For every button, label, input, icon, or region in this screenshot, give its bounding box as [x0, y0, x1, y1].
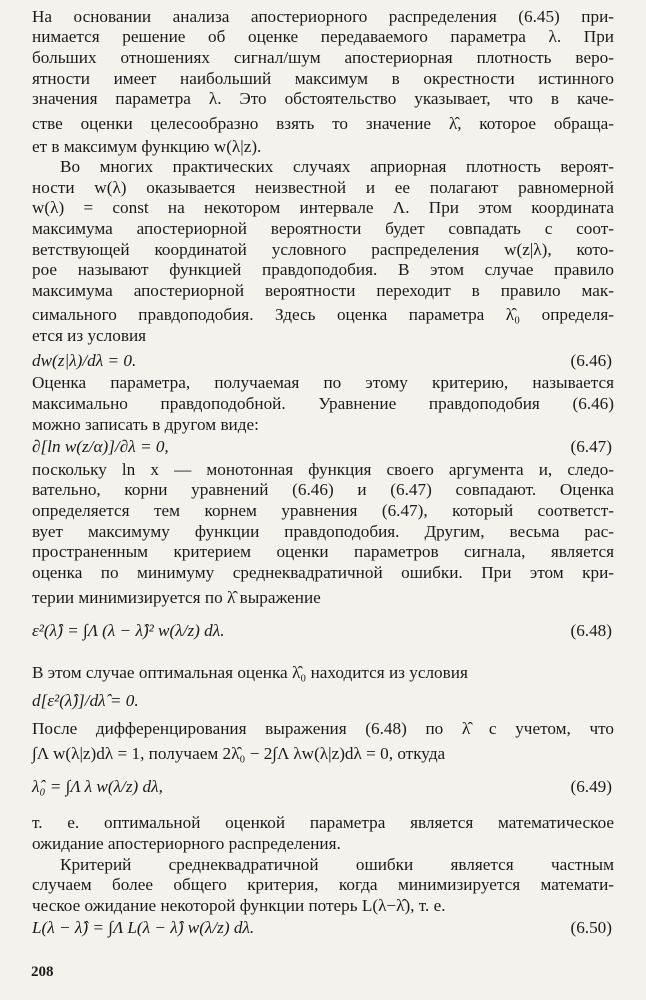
- equation-6-47: [32, 436, 614, 458]
- text-line: максимально правдоподобной. Уравнение правдоподобия (6.46): [32, 394, 614, 413]
- equation-number: (6.46): [570, 351, 612, 370]
- equation-body: ∂[ln w(z/α)]/∂λ = 0,: [32, 437, 169, 456]
- equation-body: λ̂₀ = ∫Λ λ w(λ/z) dλ,: [32, 777, 163, 796]
- text-line: w(λ) = const на некотором интервале Λ. При этом координата: [32, 198, 614, 217]
- text-line: больших отношениях сигнал/шум апостериорная плотность веро-: [32, 48, 614, 67]
- text-line: терии минимизируется по λ̂ выражение: [32, 588, 321, 607]
- text-line: оценка по минимуму среднеквадратичной ошибки. При этом кри-: [32, 563, 614, 582]
- text-line: ности w(λ) оказывается неизвестной и ее полагают равномерной: [32, 178, 614, 197]
- text-line: максимума апостериорной вероятности переходит в правило мак-: [32, 281, 614, 300]
- text-line: стве оценки целесообразно взять то значение λ̂, которое обраща-: [32, 114, 614, 133]
- text-line: вует максимуму функции правдоподобия. Другим, весьма рас-: [32, 522, 614, 541]
- text-line: Во многих практических случаях априорная плотность вероят-: [60, 157, 614, 176]
- text-line: случаем более общего критерия, когда минимизируется математи-: [32, 875, 614, 894]
- text-line: ет в максимум функцию w(λ|z).: [32, 137, 262, 156]
- text-line: нимается решение об оценке передаваемого параметра λ. При: [32, 27, 614, 46]
- text-line: ∫Λ w(λ|z)dλ = 1, получаем 2λ̂₀ − 2∫Λ λw(λ|z)dλ = 0, откуда: [32, 744, 446, 763]
- equation-6-48: [32, 620, 614, 642]
- text-line: ятности имеет наибольший максимум в окрестности истинного: [32, 69, 614, 88]
- text-line: ожидание апостериорного распределения.: [32, 834, 341, 853]
- text-line: Оценка параметра, получаемая по этому критерию, называется: [32, 373, 614, 392]
- equation-condition: d[ε²(λ̂)]/dλ̂ = 0.: [32, 691, 139, 710]
- page-number: 208: [31, 964, 54, 980]
- equation-body: dw(z|λ)/dλ = 0.: [32, 351, 137, 370]
- text-line: определяется тем корнем уравнения (6.47), который соответст-: [32, 501, 614, 520]
- text-line: ется из условия: [32, 326, 147, 345]
- text-line: поскольку ln x — монотонная функция своего аргумента и, следо-: [32, 460, 614, 479]
- equation-6-46: [32, 350, 614, 372]
- equation-body: L(λ − λ̂) = ∫Λ L(λ − λ̂) w(λ/z) dλ.: [32, 918, 255, 937]
- text-line: После дифференцирования выражения (6.48) по λ̂ с учетом, что: [32, 719, 614, 738]
- text-line: ветствующей координатой условного распределения w(z|λ), кото-: [32, 240, 614, 259]
- text-line: т. е. оптимальной оценкой параметра является математическое: [32, 813, 614, 832]
- text-line: В этом случае оптимальная оценка λ̂₀ находится из условия: [32, 663, 468, 682]
- equation-number: (6.48): [570, 621, 612, 640]
- equation-6-49: [32, 776, 614, 798]
- text-line: вательно, корни уравнений (6.46) и (6.47) совпадают. Оценка: [32, 480, 614, 499]
- text-line: значения параметра λ. Это обстоятельство указывает, что в каче-: [32, 89, 614, 108]
- equation-number: (6.50): [570, 918, 612, 937]
- equation-number: (6.49): [570, 777, 612, 796]
- text-line: Критерий среднеквадратичной ошибки является частным: [60, 855, 614, 874]
- text-line: ческое ожидание некоторой функции потерь L(λ−λ̂), т. е.: [32, 896, 446, 915]
- text-line: пространенным критерием оценки параметров сигнала, является: [32, 542, 614, 561]
- text-line: можно записать в другом виде:: [32, 415, 259, 434]
- text-line: симального правдоподобия. Здесь оценка параметра λ̂₀ определя-: [32, 305, 614, 324]
- text-line: максимума апостериорной вероятности будет совпадать с соот-: [32, 219, 614, 238]
- equation-6-50: [32, 917, 614, 939]
- equation-body: ε²(λ̂) = ∫Λ (λ − λ̂)² w(λ/z) dλ.: [32, 621, 225, 640]
- text-line: рое называют функцией правдоподобия. В этом случае правило: [32, 260, 614, 279]
- text-line: На основании анализа апостериорного распределения (6.45) при-: [32, 7, 614, 26]
- equation-number: (6.47): [570, 437, 612, 456]
